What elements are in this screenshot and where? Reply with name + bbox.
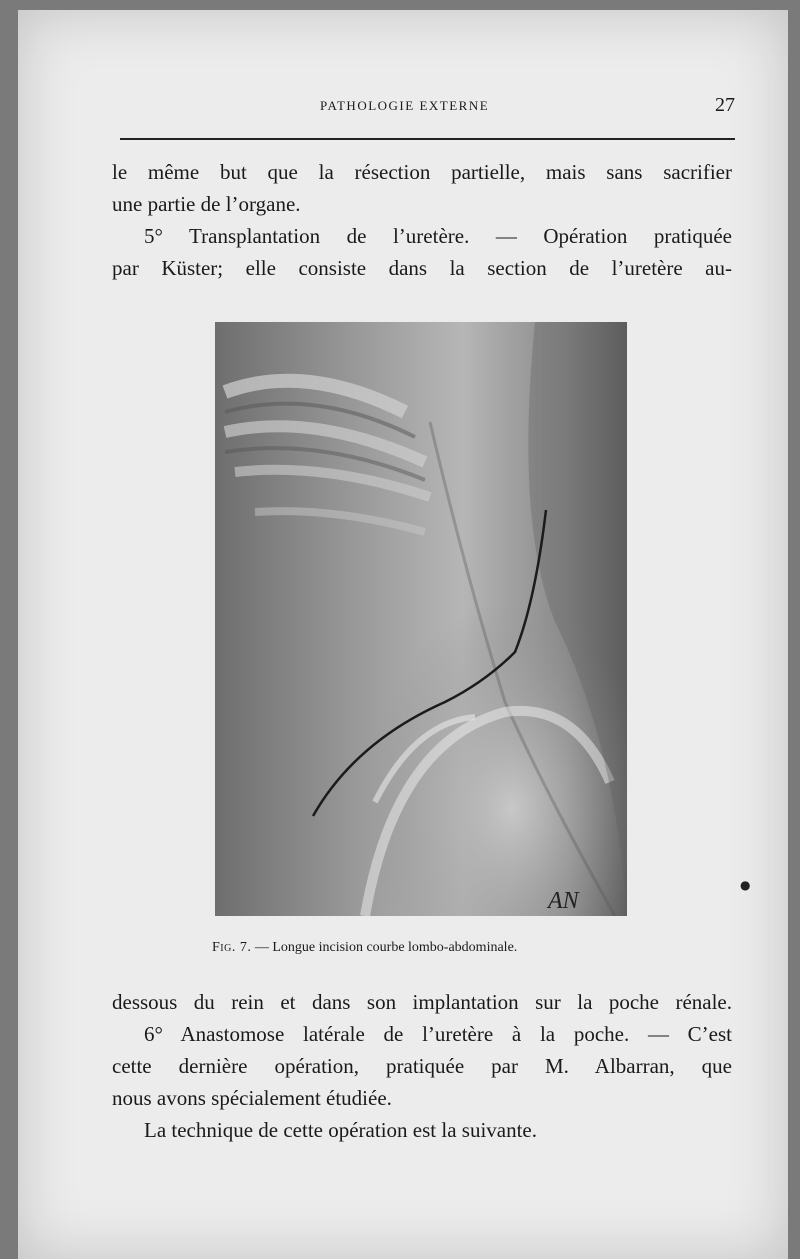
figure-caption bbox=[212, 940, 517, 956]
caption-text: — Longue incision courbe lombo-abdominale. bbox=[251, 940, 518, 955]
figure-label: Fig. 7. bbox=[212, 940, 252, 955]
text-line: une partie de l’organe. bbox=[112, 192, 301, 216]
body-text-top bbox=[112, 156, 732, 284]
text-line: dessous du rein et dans son implantation sur la poche rénale. bbox=[112, 990, 732, 1014]
running-head: PATHOLOGIE EXTERNE bbox=[320, 98, 490, 113]
torso-illustration bbox=[215, 322, 627, 916]
text-line: par Küster; elle consiste dans la section de l’uretère au- bbox=[112, 256, 732, 280]
print-speck: ● bbox=[740, 878, 751, 892]
body-text-bottom bbox=[112, 986, 732, 1146]
text-line: cette dernière opération, pratiquée par M. Albarran, que bbox=[112, 1054, 732, 1078]
text-line: nous avons spécialement étudiée. bbox=[112, 1086, 392, 1110]
page-number: 27 bbox=[715, 94, 735, 116]
text-line: le même but que la résection partielle, mais sans sacrifier bbox=[112, 160, 732, 184]
anatomical-figure bbox=[215, 322, 627, 916]
text-line: 5° Transplantation de l’uretère. — Opération pratiquée bbox=[144, 224, 732, 248]
text-line: La technique de cette opération est la suivante. bbox=[144, 1118, 538, 1142]
artist-monogram: AN bbox=[548, 888, 579, 914]
page-header bbox=[120, 94, 735, 120]
text-line: 6° Anastomose latérale de l’uretère à la poche. — C’est bbox=[144, 1022, 732, 1046]
header-rule bbox=[120, 138, 735, 140]
